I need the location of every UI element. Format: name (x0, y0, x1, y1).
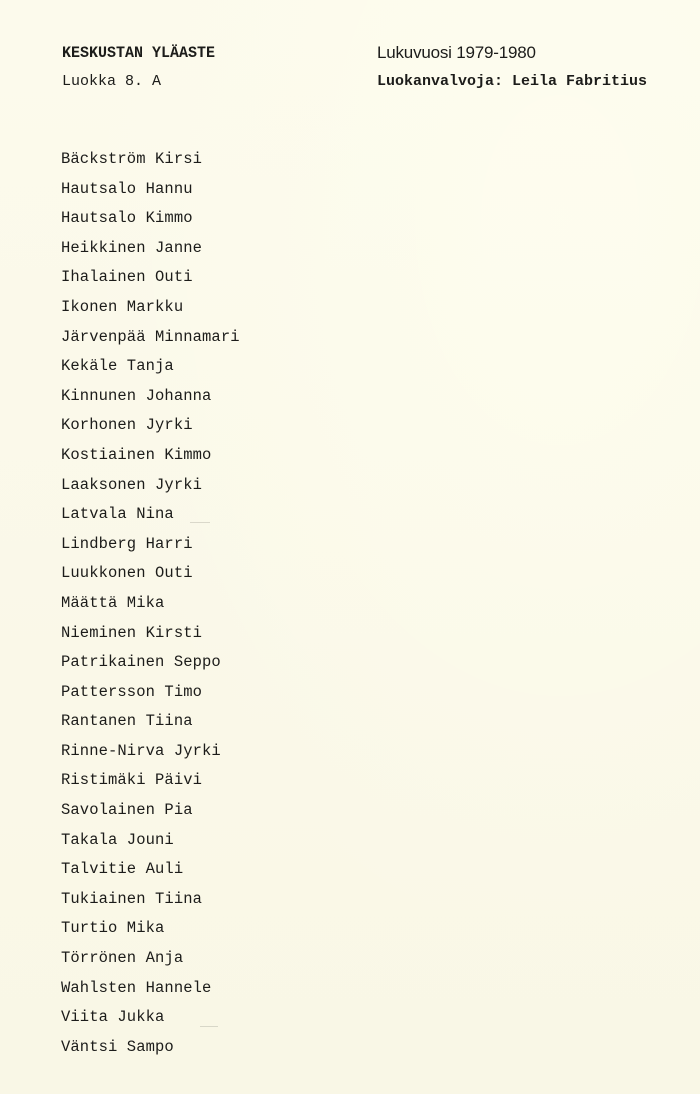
student-name: Turtio Mika (61, 919, 165, 938)
student-name: Laaksonen Jyrki (61, 475, 203, 494)
student-name: Talvitie Auli (61, 860, 184, 879)
student-name: Hautsalo Hannu (61, 179, 193, 198)
school-year: Lukuvuosi 1979-1980 (377, 43, 536, 62)
student-name: Luukkonen Outi (61, 564, 193, 583)
student-name: Nieminen Kirsti (61, 623, 203, 642)
student-name: Viita Jukka (61, 1008, 165, 1027)
student-name: Wahlsten Hannele (61, 978, 212, 997)
student-name: Rinne-Nirva Jyrki (61, 741, 221, 760)
student-name: Väntsi Sampo (61, 1037, 174, 1056)
student-name: Rantanen Tiina (61, 712, 193, 731)
student-name: Patrikainen Seppo (61, 653, 221, 672)
student-name: Bäckström Kirsi (61, 150, 203, 168)
student-name: Määttä Mika (61, 593, 165, 612)
class-label: Luokka 8. A (62, 73, 162, 90)
student-name: Heikkinen Janne (61, 238, 203, 257)
student-list (61, 145, 240, 1062)
student-name: Tukiainen Tiina (61, 889, 203, 908)
student-name: Latvala Nina (61, 505, 174, 524)
student-name: Ihalainen Outi (61, 268, 193, 287)
school-name: KESKUSTAN YLÄASTE (62, 44, 216, 63)
student-name: Pattersson Timo (61, 682, 203, 701)
student-name: Savolainen Pia (61, 801, 193, 820)
student-name: Järvenpää Minnamari (61, 327, 240, 346)
paper-mark (190, 522, 210, 523)
header-right (377, 38, 647, 96)
student-name: Kekäle Tanja (61, 357, 174, 376)
student-name: Ikonen Markku (61, 297, 184, 316)
student-name: Kostiainen Kimmo (61, 445, 212, 464)
student-name: Lindberg Harri (61, 534, 193, 553)
student-name: Ristimäki Päivi (61, 771, 203, 790)
header-left (62, 38, 215, 96)
student-name: Törrönen Anja (61, 949, 184, 968)
class-teacher: Luokanvalvoja: Leila Fabritius (377, 73, 648, 90)
student-name: Takala Jouni (61, 830, 174, 849)
student-name: Kinnunen Johanna (61, 386, 212, 405)
paper-mark (200, 1026, 218, 1027)
student-name: Hautsalo Kimmo (61, 209, 193, 228)
student-name: Korhonen Jyrki (61, 416, 193, 435)
